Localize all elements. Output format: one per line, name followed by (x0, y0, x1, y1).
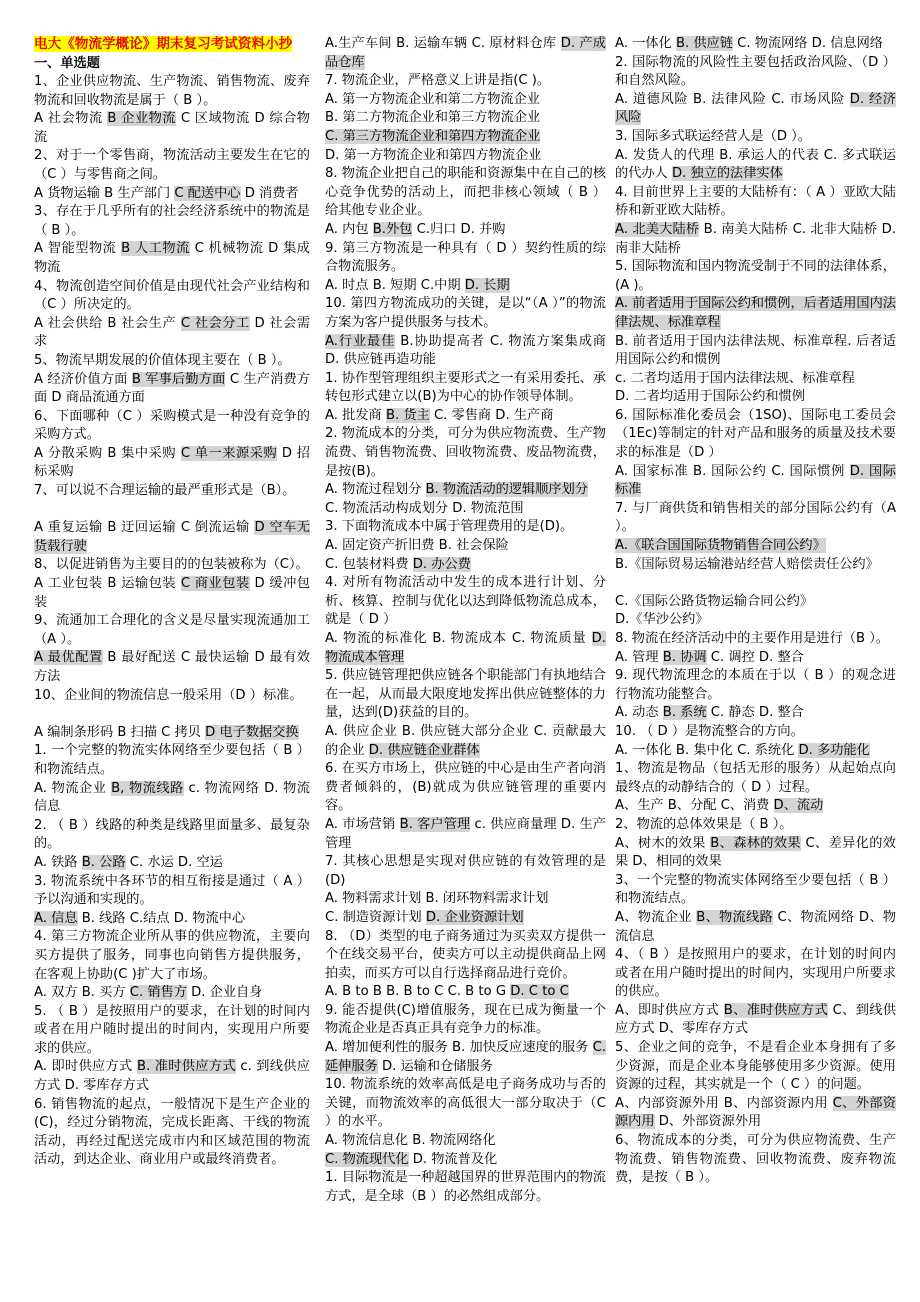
question-text (34, 556, 310, 575)
correct-answer-highlight: C、外部资源内用 (615, 1095, 896, 1130)
answer-options (325, 909, 606, 928)
answer-options (615, 909, 896, 946)
answer-options (34, 519, 310, 556)
correct-answer-highlight: C 商业包装 (180, 576, 250, 592)
correct-answer-highlight: B, 物流线路 (111, 780, 184, 796)
text-run: 7. 与厂商供货和销售相关的部分国际公约有（A ）。 (615, 500, 896, 535)
text-run: D. 运输和仓储服务 (377, 1058, 493, 1074)
text-run: A. 固定资产折旧费 B. 社会保险 (325, 538, 509, 554)
text-run: A. 物流的标准化 B. 物流成本 C. 物流质量 (325, 631, 592, 646)
answer-options (34, 575, 310, 612)
correct-answer-highlight: B. 准时供应方式 (137, 1059, 236, 1075)
answer-options (325, 407, 606, 426)
column-right (615, 35, 896, 1290)
answer-options (615, 295, 896, 332)
text-run: D 消费者 (240, 185, 299, 201)
text-run: 1、企业供应物流、生产物流、销售物流、废弃物流和回收物流是属于（ B ）。 (34, 74, 310, 108)
question-text (34, 612, 310, 649)
question-text (34, 352, 310, 371)
answer-options (615, 147, 896, 184)
question-text (34, 873, 310, 910)
answer-options (325, 816, 606, 853)
correct-answer-highlight: C 社会分工 (180, 315, 250, 331)
correct-answer-highlight: D. 物流成本管理 (325, 631, 606, 665)
text-run: A. 物流信息化 B. 物流网络化 (325, 1133, 496, 1149)
answer-options (34, 854, 310, 873)
text-run: D. 物流普及化 (408, 1151, 498, 1167)
column-left-body (34, 73, 310, 1170)
text-run: A. 即时供应方式 (34, 1059, 138, 1075)
answer-options (325, 91, 606, 110)
text-run: A 货物运输 B 生产部门 (34, 185, 175, 201)
text-run: 2、对于一个零售商，物流活动主要发生在它的（C ）与零售商之间。 (34, 148, 310, 182)
question-text (615, 816, 896, 835)
text-run: C. 制造资源计划 (325, 909, 426, 925)
text-run: C.《国际公路货物运输合同公约》 (615, 593, 814, 609)
question-text (325, 1076, 606, 1132)
question-text (325, 667, 606, 723)
column-left (34, 35, 310, 1290)
text-run: 3. 物流系统中各环节的相互衔接是通过（ A ）予以沟通和实现的。 (34, 873, 310, 908)
answer-options (34, 315, 310, 352)
text-run: 5. 供应链管理把供应链各个职能部门有执地结合在一起，从而最大限度地发挥出供应链整体的力量，达到(D)获益的目的。 (325, 668, 606, 721)
text-run: A. B to B B. B to C C. B to G (325, 984, 511, 1000)
text-run: B. 线路 C.结点 D. 物流中心 (77, 910, 246, 926)
column-middle (325, 35, 606, 1290)
question-text (615, 872, 896, 909)
text-run: C. 水运 D. 空运 (125, 854, 223, 870)
answer-options (615, 797, 896, 816)
text-run: 9. 现代物流理念的本质在于以（ B ）的观念进行物流功能整合。 (615, 668, 896, 702)
text-run: 8、以促进销售为主要目的的包装被称为（C）。 (34, 557, 309, 573)
answer-options (615, 556, 896, 575)
text-run: 10. （ D ）是物流整合的方向。 (615, 723, 804, 739)
question-text (325, 240, 606, 277)
correct-answer-highlight: D 电子数据交换 (205, 724, 299, 740)
correct-answer-highlight: C. 销售方 (129, 985, 187, 1001)
answer-options (325, 630, 606, 667)
text-run: D 社会需求 (34, 315, 310, 350)
question-text (325, 574, 606, 630)
text-run: D. 二者均适用于国际公约和惯例 (615, 389, 805, 405)
text-run: A. 增加便利性的服务 B. 加快反应速度的服务 (325, 1040, 593, 1056)
text-run: 8. （D）类型的电子商务通过为买卖双方提供一个在线交易平台，使卖方可以主动提供商品上网拍卖，而买方可以自行选择商品进行竞价。 (325, 928, 606, 981)
text-run: A. 双方 B. 买方 (34, 985, 130, 1001)
answer-options (615, 1095, 896, 1132)
question-text (615, 258, 896, 295)
correct-answer-highlight: C 单一来源采购 (180, 445, 278, 461)
correct-answer-highlight: A. 北美大陆桥 (615, 221, 700, 237)
correct-answer-highlight: D、流动 (773, 798, 824, 814)
text-run: c. 物流网络 D. 物流信息 (34, 780, 310, 815)
text-run: 4. 第三方物流企业所从事的供应物流，主要向买方提供了服务，同事也向销售方提供服务，在客观上协助(C )扩大了市场。 (34, 929, 310, 982)
text-run: D. 企业自身 (186, 985, 263, 1001)
document-title (34, 35, 310, 54)
text-run: A 经济价值方面 (34, 371, 132, 387)
text-run: A 编制条形码 B 扫描 C 拷贝 (34, 724, 206, 740)
answer-options (325, 1132, 606, 1151)
answer-options (325, 890, 606, 909)
correct-answer-highlight: C. 延伸服务 (325, 1040, 606, 1074)
text-run: 10、企业间的物流信息一般采用（D ）标准。 (34, 687, 303, 703)
text-run: 5. （ B ）是按照用户的要求，在计划的时间内或者在用户随时提出的时间内，实现用户所要求的供应。 (34, 1003, 310, 1056)
column-right-body (615, 35, 896, 1188)
text-run: 9. 能否提供(C)增值服务，现在已成为衡量一个物流企业是否真正具有竞争力的标准。 (325, 1002, 606, 1037)
text-run: c. 二者均适用于国内法律法规、标准章程 (615, 370, 855, 386)
text-run: A 重复运输 B 迂回运输 C 倒流运输 (34, 520, 255, 536)
answer-options (615, 1002, 896, 1039)
question-text (34, 408, 310, 445)
text-run: A 分散采购 B 集中采购 (34, 445, 181, 461)
correct-answer-highlight: D. 长期 (464, 277, 510, 293)
answer-options (615, 742, 896, 761)
text-run: 7、可以说不合理运输的最严重形式是（B）。 (34, 483, 296, 499)
text-run: A. 发货人的代理 B. 承运人的代表 C. 多式联运的代办人 (615, 147, 896, 182)
text-run: 6、物流成本的分类，可分为供应物流费、生产物流费、销售物流费、回收物流费、废弃物流费，是按（ B ）。 (615, 1133, 896, 1186)
text-run: B.协助提高者 C. 物流方案集成商 D. 供应链再造功能 (325, 333, 606, 368)
question-text (615, 128, 896, 147)
question-text (325, 370, 606, 407)
text-run: 4、（ B ）是按照用户的要求，在计划的时间内或者在用户随时提出的时间内，实现用户所要求的供应。 (615, 947, 896, 1000)
question-text (615, 630, 896, 649)
text-run: 3、存在于几乎所有的社会经济系统中的物流是（ B ）。 (34, 204, 310, 238)
question-text (325, 425, 606, 481)
question-text (34, 1096, 310, 1170)
text-run: D 缓冲包装 (34, 576, 310, 610)
question-text (325, 760, 606, 816)
correct-answer-highlight: B. 供应链 (675, 36, 733, 51)
question-text (325, 72, 606, 91)
blank-line (34, 501, 310, 520)
text-run: 4. 对所有物流活动中发生的成本进行计划、分析、核算、控制与优化以达到降低物流总成本，就是（ D ） (325, 575, 606, 628)
text-run: 3、一个完整的物流实体网络至少要包括（ B ）和物流结点。 (615, 872, 896, 907)
answer-options (34, 984, 310, 1003)
text-run: 4、物流创造空间价值是由现代社会产业结构和（C ）所决定的。 (34, 278, 310, 313)
answer-options (34, 724, 310, 743)
answer-options (34, 1058, 310, 1095)
text-run: A. 供应企业 B. 供应链大部分企业 C. 贡献最大的企业 (325, 723, 606, 758)
answer-options (325, 277, 606, 296)
text-run: 5、物流早期发展的价值体现主要在（ B ）。 (34, 352, 291, 368)
text-run: C. 包装材料费 (325, 556, 413, 572)
answer-options (615, 593, 896, 612)
text-run: A、物流企业 (615, 909, 697, 925)
text-run: A. 内包 (325, 221, 373, 237)
question-text (34, 203, 310, 240)
text-run: 1. 一个完整的物流实体网络至少要包括（ B ）和物流结点。 (34, 743, 310, 777)
question-text (325, 928, 606, 984)
text-run: 6. 国际标准化委员会（1SO)、国际电工委员会（1Ec)等制定的针对产品和服务的质量及技术要求的标准是（D ） (615, 407, 896, 461)
text-run: A. 管理 (615, 649, 663, 665)
text-run: D. 第一方物流企业和第四方物流企业 (325, 147, 542, 163)
answer-options (615, 537, 896, 556)
correct-answer-highlight: D. C to C (510, 984, 569, 1000)
correct-answer-highlight: C. 第三方物流企业和第四方物流企业 (325, 128, 541, 144)
correct-answer-highlight: B 人工物流 (121, 241, 190, 257)
question-text (34, 482, 310, 501)
document-title-text: 电大《物流学概论》期末复习考试资料小抄 (34, 36, 293, 52)
answer-options (615, 388, 896, 407)
text-run: 6、下面哪种（C ）采购模式是一种没有竞争的采购方式。 (34, 408, 310, 443)
answer-options (615, 704, 896, 723)
correct-answer-highlight: D. 产成品仓库 (325, 36, 606, 70)
text-run: B.《国际贸易运输港站经营人赔偿责任公约》 (615, 556, 879, 572)
text-run: A. 动态 (615, 705, 663, 721)
correct-answer-highlight: A 最优配置 (34, 650, 103, 666)
text-run: 6. 在买方市场上，供应链的中心是由生产者向消费者倾斜的，(B)就成为供应链管理的重要内容。 (325, 761, 606, 814)
answer-options (34, 649, 310, 686)
text-run: A. 市场营销 (325, 816, 400, 832)
question-text (615, 723, 896, 742)
correct-answer-highlight: C. 物流现代化 (325, 1151, 409, 1167)
correct-answer-highlight: B. 协调 (662, 649, 707, 665)
text-run: A. 物流过程划分 (325, 482, 426, 498)
answer-options (325, 147, 606, 166)
correct-answer-highlight: B.外包 (372, 221, 413, 237)
text-run: C 机械物流 D 集成物流 (34, 241, 310, 275)
text-run: C. 零售商 D. 生产商 (429, 407, 554, 423)
question-text (34, 278, 310, 315)
text-run: A、内部资源外用 B、内部资源内用 (615, 1095, 833, 1111)
answer-options (615, 333, 896, 370)
correct-answer-highlight: A.《联合国国际货物销售合同公约》 (615, 538, 826, 554)
question-text (615, 946, 896, 1002)
text-run: A.生产车间 B. 运输车辆 C. 原材料仓库 (325, 36, 561, 51)
correct-answer-highlight: B. 货主 (385, 407, 430, 423)
answer-options (34, 371, 310, 408)
question-text (325, 165, 606, 221)
text-run: A. 时点 B. 短期 C.中期 (325, 277, 465, 293)
correct-answer-highlight: B. 系统 (662, 705, 707, 721)
answer-options (325, 109, 606, 128)
answer-options (325, 1039, 606, 1076)
text-run: A 工业包装 B 运输包装 (34, 576, 181, 592)
text-run: 2、物流的总体效果是（ B ）。 (615, 816, 793, 832)
answer-options (325, 333, 606, 370)
correct-answer-highlight: D. 企业资源计划 (425, 909, 524, 925)
text-run: C、到线供应方式 D、零库存方式 (615, 1002, 896, 1037)
text-run: A. 铁路 (34, 854, 82, 870)
text-run: D 招标采购 (34, 445, 310, 480)
text-run: A. 道德风险 B. 法律风险 C. 市场风险 (615, 91, 850, 107)
answer-options (34, 240, 310, 277)
answer-options (325, 221, 606, 240)
text-run: D.《华沙公约》 (615, 612, 709, 628)
text-run: A 社会物流 (34, 111, 108, 127)
correct-answer-highlight: B、物流线路 (696, 909, 773, 925)
answer-options (325, 1151, 606, 1170)
text-run: C 区域物流 D 综合物流 (34, 111, 310, 145)
correct-answer-highlight: B、森林的效果 (710, 835, 801, 851)
text-run: 3. 下面物流成本中属于管理费用的是(D)。 (325, 519, 574, 535)
text-run: 7. 其核心思想是实现对供应链的有效管理的是(D) (325, 854, 606, 888)
correct-answer-highlight: D. 办公费 (412, 556, 471, 572)
text-run: A、树木的效果 (615, 835, 711, 851)
text-run: A. 一体化 (615, 36, 676, 51)
text-run: 1、物流是物品（包括无形的服务）从起始点向最终点的动静结合的（ D ）过程。 (615, 761, 896, 795)
text-run: 5、企业之间的竞争，不是看企业本身拥有了多少资源，而是企业本身能够使用多少资源。使用资源的过程，其实就是一个（ C ）的问题。 (615, 1040, 896, 1093)
text-run: 10. 第四方物流成功的关键，是以“（A ）”的物流方案为客户提供服务与技术。 (325, 296, 606, 330)
text-run: 6. 销售物流的起点，一般情况下是生产企业的(C)，经过分销物流，完成长距离、干线的物流活动，再经过配送完成市内和区域范围的物流活动，到达企业、商业用户或最终消费者。 (34, 1096, 310, 1168)
question-text (615, 184, 896, 221)
text-run: C 生产消费方面 D 商品流通方面 (34, 371, 310, 406)
text-run: c. 供应商量理 D. 生产管理 (325, 816, 606, 851)
answer-options (34, 910, 310, 929)
correct-answer-highlight: B 军事后勤方面 (131, 371, 226, 387)
blank-line (34, 705, 310, 724)
correct-answer-highlight: D. 多功能化 (798, 742, 870, 758)
question-text (34, 742, 310, 779)
correct-answer-highlight: D. 国际标准 (615, 463, 896, 498)
answer-options (615, 463, 896, 500)
answer-options (325, 983, 606, 1002)
text-run: C. 静态 D. 整合 (706, 705, 804, 721)
text-run: A. 第一方物流企业和第二方物流企业 (325, 91, 540, 107)
text-run: c. 到线供应方式 D. 零库存方式 (34, 1059, 310, 1094)
text-run: 10. 物流系统的效率高低是电子商务成功与否的关键，而物流效率的高低很大一部分取决于（C ）的水平。 (325, 1077, 606, 1130)
correct-answer-highlight: A.行业最佳 (325, 333, 396, 349)
text-run: 5. 国际物流和国内物流受制于不同的法律体系，(A )。 (615, 259, 896, 293)
blank-line (615, 574, 896, 593)
question-text (615, 1039, 896, 1095)
text-run: A. 国家标准 B. 国际公约 C. 国际惯例 (615, 463, 850, 479)
text-run: A. 一体化 B. 集中化 C. 系统化 (615, 742, 799, 758)
text-run: A、即时供应方式 (615, 1002, 724, 1018)
text-run: 2. 国际物流的风险性主要包括政治风险、（D ）和自然风险。 (615, 54, 896, 89)
text-run: C. 物流活动构成划分 D. 物流范围 (325, 500, 524, 516)
text-run: 4. 目前世界上主要的大陆桥有：（ A ）亚欧大陆桥和新亚欧大陆桥。 (615, 184, 896, 219)
text-run: A 社会供给 B 社会生产 (34, 315, 181, 331)
question-text (325, 518, 606, 537)
text-run: 8. 物流企业把自己的职能和资源集中在自己的核心竞争优势的活动上，而把非核心领域（ B ）给其他专业企业。 (325, 166, 606, 219)
correct-answer-highlight: B. 客户管理 (399, 816, 471, 832)
question-text (34, 73, 310, 110)
answer-options (325, 556, 606, 575)
question-text (325, 853, 606, 890)
question-text (615, 54, 896, 91)
section-heading: 一、单选题 (34, 56, 100, 71)
text-run: 8. 物流在经济活动中的主要作用是进行（B ）。 (615, 631, 889, 646)
correct-answer-highlight: A. 前者适用于国际公约和惯例，后者适用国内法律法规、标准章程 (615, 296, 896, 330)
correct-answer-highlight: B、准时供应方式 (723, 1002, 829, 1018)
question-text (615, 407, 896, 463)
question-text (34, 1003, 310, 1059)
answer-options (34, 445, 310, 482)
answer-options (325, 723, 606, 760)
question-text (615, 667, 896, 704)
text-run: 2. 物流成本的分类，可分为供应物流费、生产物流费、销售物流费、回收物流费、废品物流费，是按(B)。 (325, 426, 606, 479)
question-text (34, 817, 310, 854)
text-run: C. 物流网络 D. 信息网络 (732, 36, 883, 51)
correct-answer-highlight: B. 物流活动的逻辑顺序划分 (425, 482, 588, 498)
text-run: A. 批发商 (325, 407, 386, 423)
answer-options (325, 500, 606, 519)
text-run: A、生产 B、分配 C、消费 (615, 798, 774, 814)
text-run: D、外部资源外用 (654, 1114, 762, 1130)
text-run: 2. （ B ）线路的种类是线路里面量多、最复杂的。 (34, 817, 310, 852)
answer-options (325, 128, 606, 147)
answer-options (615, 35, 896, 54)
question-text (615, 760, 896, 797)
correct-answer-highlight: C 配送中心 (174, 185, 241, 201)
text-run: C、物流网络 D、物流信息 (615, 909, 896, 944)
answer-options (325, 537, 606, 556)
answer-options (615, 611, 896, 630)
question-text (615, 500, 896, 537)
text-run: 9、流通加工合理化的含义是尽量实现流通加工（A ）。 (34, 613, 310, 647)
answer-options (34, 110, 310, 147)
question-text (34, 928, 310, 984)
question-text (615, 1132, 896, 1188)
text-run: C.归口 D. 并购 (412, 221, 506, 237)
text-run: 3. 国际多式联运经营人是（D ）。 (615, 128, 811, 144)
correct-answer-highlight: B 企业物流 (107, 111, 177, 127)
column-middle-body (325, 35, 606, 1206)
question-text (325, 295, 606, 332)
text-run: A 智能型物流 (34, 241, 122, 257)
text-run: 7. 物流企业，严格意义上讲是指(C )。 (325, 73, 551, 89)
answer-options (615, 221, 896, 258)
answer-options (615, 370, 896, 389)
correct-answer-highlight: D 空车无货载行驶 (34, 520, 310, 554)
text-run: 1. 目际物流是一种超越国界的世界范围内的物流方式，是全球（B ）的必然组成部分。 (325, 1170, 606, 1204)
question-text (34, 687, 310, 706)
text-run: A. 物料需求计划 B. 闭环物料需求计划 (325, 891, 549, 907)
answer-options (325, 35, 606, 72)
text-run: 1. 协作型管理组织主要形式之一有采用委托、承转包形式建立以(B)为中心的协作领导体制。 (325, 370, 606, 405)
correct-answer-highlight: A. 信息 (34, 910, 78, 926)
correct-answer-highlight: D. 独立的法律实体 (671, 166, 783, 182)
correct-answer-highlight: B. 公路 (81, 854, 126, 870)
text-run: 9. 第三方物流是一种具有（ D ）契约性质的综合物流服务。 (325, 240, 606, 275)
text-run: C. 调控 D. 整合 (706, 649, 804, 665)
answer-options (615, 835, 896, 872)
text-run: C、差异化的效果 D、相同的效果 (615, 835, 896, 870)
answer-options (34, 780, 310, 817)
question-text (325, 1002, 606, 1039)
text-run: B. 前者适用于国内法律法规、标准章程. 后者适用国际公约和惯例 (615, 333, 896, 368)
answer-options (615, 649, 896, 668)
answer-options (34, 185, 310, 204)
text-run: A. 物流企业 (34, 780, 112, 796)
text-run: B. 南美大陆桥 C. 北非大陆桥 D. 南非大陆桥 (615, 221, 896, 256)
correct-answer-highlight: D. 经济风险 (615, 91, 896, 126)
question-text (325, 1169, 606, 1206)
text-run: B. 第二方物流企业和第三方物流企业 (325, 110, 541, 126)
correct-answer-highlight: D. 供应链企业群体 (368, 742, 480, 758)
text-run: B 最好配送 C 最快运输 D 最有效方法 (34, 650, 310, 684)
question-text (34, 147, 310, 184)
answer-options (615, 91, 896, 128)
answer-options (325, 481, 606, 500)
